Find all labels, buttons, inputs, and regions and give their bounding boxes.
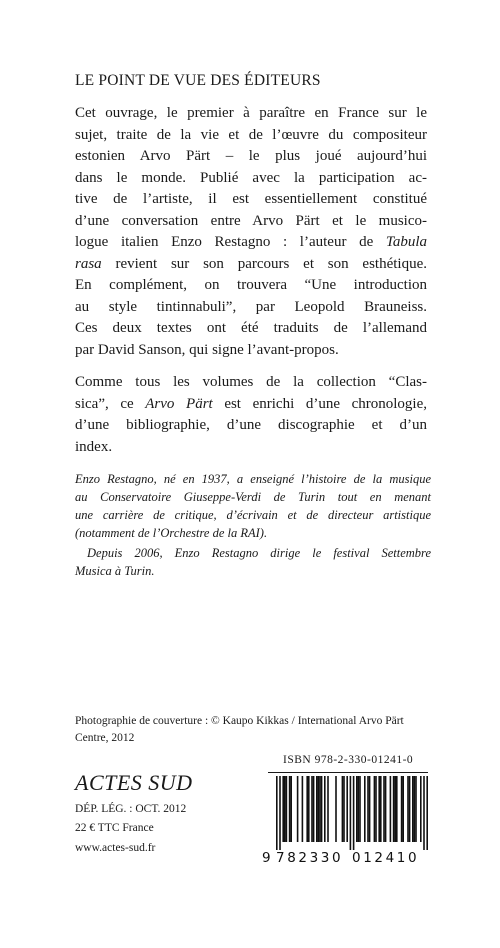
barcode-bar [343, 776, 345, 842]
barcode-bar [346, 776, 348, 842]
photo-credit-line: Centre, 2012 [75, 732, 135, 744]
publisher-logo-text: ACTES SUD [75, 770, 193, 795]
text-segment: estonien Arvo Pärt – le plus joué aujourd’hui [75, 148, 427, 164]
editors-paragraph-1 [75, 103, 427, 361]
barcode-bar [279, 776, 281, 850]
barcode-bar [390, 776, 392, 842]
barcode-bar [420, 776, 422, 842]
text-segment: En complément, on trouvera “Une introduction [75, 277, 427, 293]
barcode-bar [289, 776, 291, 842]
barcode-bar [383, 776, 385, 842]
italic-title: rasa [75, 255, 102, 272]
author-bio-paragraph [75, 470, 431, 542]
barcode-bar [302, 776, 304, 842]
paragraph-line [75, 437, 427, 459]
bio-line: Depuis 2006, Enzo Restagno dirige le festival Settembre [87, 546, 431, 560]
text-segment: Comme tous les volumes de la collection “Clas- [75, 374, 427, 390]
barcode-bar [426, 776, 428, 850]
italic-title: Arvo Pärt [145, 395, 213, 412]
barcode-bar [342, 776, 344, 842]
isbn-divider [268, 772, 428, 773]
barcode-bar [297, 776, 299, 842]
barcode-bar [412, 776, 414, 842]
barcode-bar [286, 776, 288, 842]
text-segment: sujet, traite de la vie et de l’œuvre du compositeur [75, 126, 427, 143]
barcode-bar [308, 776, 310, 842]
barcode-bar [316, 776, 318, 842]
paragraph-line [75, 189, 427, 211]
barcode-bar [414, 776, 416, 842]
barcode-bar [364, 776, 366, 842]
barcode-bar [350, 776, 352, 850]
barcode-bar [284, 776, 286, 842]
paragraph-line [75, 394, 427, 416]
paragraph-line [75, 254, 427, 276]
paragraph-line [75, 103, 427, 125]
barcode-bar [358, 776, 360, 842]
barcode-bar [374, 776, 376, 842]
bio-line: (notamment de l’Orchestre de la RAI). [75, 526, 268, 540]
barcode-bar [415, 776, 417, 842]
text-segment: d’une conversation entre Arvo Pärt et le musico- [75, 212, 427, 229]
barcode-digit-group: 782330 [276, 850, 344, 866]
barcode-digit-group: 012410 [352, 850, 420, 866]
text-segment: est enrichi d’une chronologie, [212, 395, 427, 412]
barcode-bar [378, 776, 380, 842]
text-segment: dans le monde. Publié avec la participation ac- [75, 169, 427, 186]
author-festival-paragraph [75, 544, 431, 580]
editors-paragraph-2 [75, 372, 427, 458]
barcode-bar [375, 776, 377, 842]
paragraph-line [75, 146, 427, 168]
publisher-website: www.actes-sud.fr [75, 842, 156, 854]
text-segment: logue italien Enzo Restagno : l’auteur de [75, 234, 386, 250]
barcode-bar [276, 776, 278, 850]
barcode-bar [319, 776, 321, 842]
barcode-bar [380, 776, 382, 842]
paragraph-line [75, 275, 427, 297]
text-segment: tive de l’artiste, il est essentiellement constitué [75, 191, 427, 207]
barcode-bar [324, 776, 326, 842]
text-segment: sica”, ce [75, 395, 146, 412]
bio-line: Enzo Restagno, né en 1937, a enseigné l’histoire de la musique [75, 472, 431, 486]
barcode-bar [321, 776, 323, 842]
barcode-bar [401, 776, 403, 842]
bio-line: Musica à Turin. [75, 564, 155, 578]
paragraph-line [75, 318, 427, 340]
barcode-bar [359, 776, 361, 842]
barcode-bar [335, 776, 337, 842]
barcode-digit-first: 9 [262, 850, 274, 866]
paragraph-line [75, 168, 427, 190]
bio-line: au Conservatoire Giuseppe-Verdi de Turin tout en menant [75, 490, 431, 504]
barcode-bar [311, 776, 313, 842]
barcode-bar [353, 776, 355, 850]
barcode-bar [367, 776, 369, 842]
barcode-bar [318, 776, 320, 842]
photo-credit [75, 713, 425, 747]
paragraph-line [75, 415, 427, 437]
bio-line: une carrière de critique, d’écrivain et de directeur artistique [75, 508, 431, 522]
barcode-bar [393, 776, 395, 842]
legal-deposit: DÉP. LÉG. : OCT. 2012 [75, 803, 187, 815]
text-segment: d’une bibliographie, d’une discographie et d’un [75, 417, 427, 433]
barcode-bar [423, 776, 425, 850]
paragraph-line [75, 340, 427, 362]
barcode-icon [268, 776, 432, 850]
barcode-bar [394, 776, 396, 842]
isbn-number: ISBN 978-2-330-01241-0 [283, 754, 414, 766]
barcode-bar [356, 776, 358, 842]
text-segment: index. [75, 438, 113, 455]
paragraph-line [75, 232, 427, 254]
barcode-bar [290, 776, 292, 842]
barcode-bar [402, 776, 404, 842]
barcode-bar [385, 776, 387, 842]
paragraph-line [75, 125, 427, 147]
section-heading: LE POINT DE VUE DES ÉDITEURS [75, 72, 321, 89]
photo-credit-line: Photographie de couverture : © Kaupo Kikkas / International Arvo Pärt [75, 715, 404, 727]
paragraph-line [75, 211, 427, 233]
italic-title: Tabula [385, 234, 427, 250]
text-segment: par David Sanson, qui signe l’avant-propos. [75, 341, 339, 358]
text-segment: Ces deux textes ont été traduits de l’allemand [75, 320, 427, 336]
barcode-bar [409, 776, 411, 842]
text-segment: revient sur son parcours et son esthétique. [101, 255, 427, 272]
paragraph-line [75, 297, 427, 319]
barcode-bar [407, 776, 409, 842]
text-segment: Cet ouvrage, le premier à paraître en France sur le [75, 105, 427, 121]
barcode-bar [306, 776, 308, 842]
barcode-bar [327, 776, 329, 842]
barcode-bar [369, 776, 371, 842]
barcode-bar [396, 776, 398, 842]
text-segment: au style tintinnabuli”, par Leopold Brauneiss. [75, 298, 427, 315]
barcode-bar [282, 776, 284, 842]
paragraph-line [75, 372, 427, 394]
barcode-bar [313, 776, 315, 842]
price: 22 € TTC France [75, 822, 154, 834]
